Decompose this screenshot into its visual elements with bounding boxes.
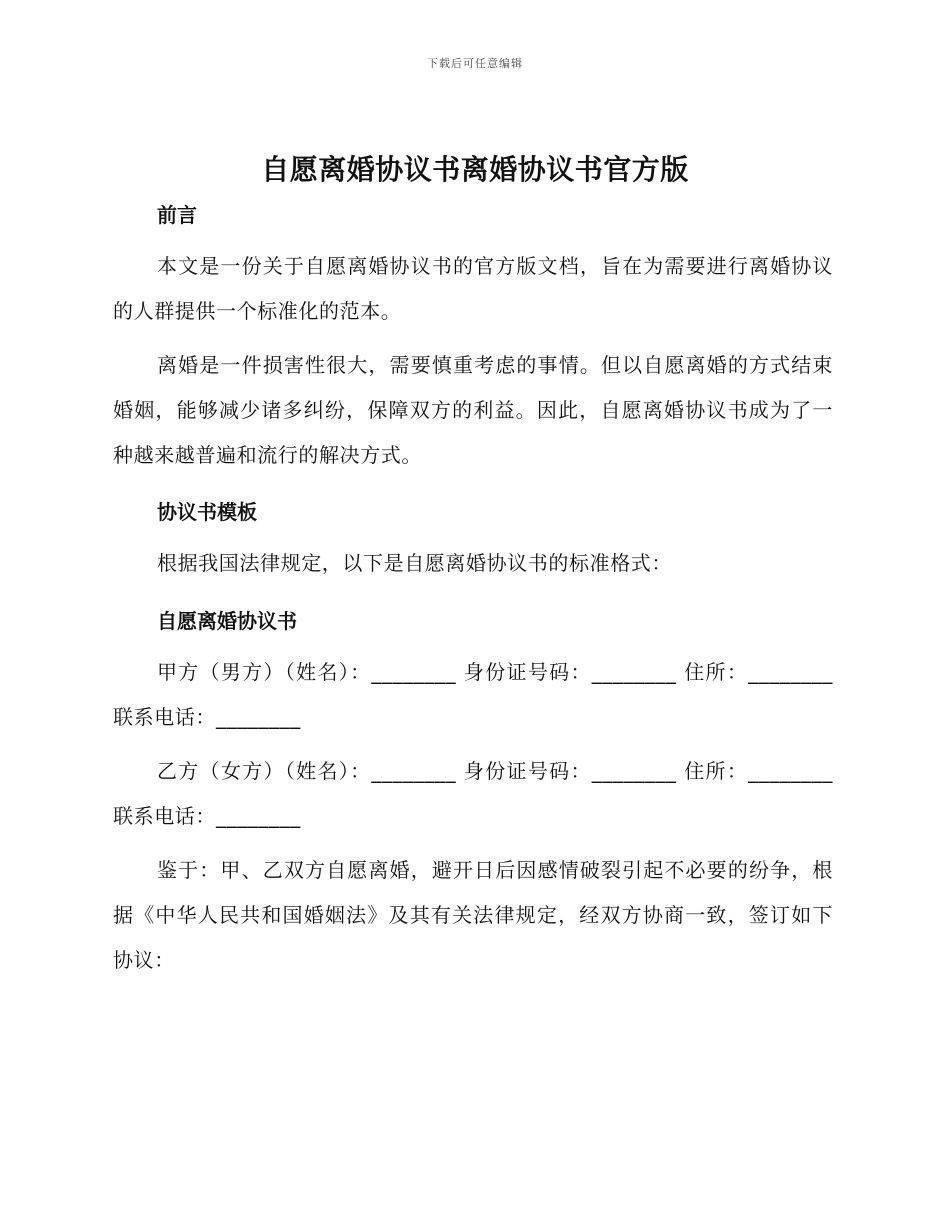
intro-paragraph-2: 离婚是一件损害性很大，需要慎重考虑的事情。但以自愿离婚的方式结束婚姻，能够减少诸多纠纷，保障双方的利益。因此，自愿离婚协议书成为了一种越来越普遍和流行的解决方式。 [113,353,833,467]
template-intro-paragraph: 根据我国法律规定，以下是自愿离婚协议书的标准格式： [157,551,672,575]
document-title: 自愿离婚协议书离婚协议书官方版 [261,153,689,186]
party-a-line: 甲方（男方）（姓名）：________ 身份证号码：________ 住所：________ 联系电话：________ [113,660,833,729]
whereas-paragraph: 鉴于：甲、乙双方自愿离婚，避开日后因感情破裂引起不必要的纷争，根据《中华人民共和国婚姻法》及其有关法律规定，经双方协商一致，签订如下协议： [113,858,833,972]
intro-paragraph-1: 本文是一份关于自愿离婚协议书的官方版文档，旨在为需要进行离婚协议的人群提供一个标准化的范本。 [113,254,833,323]
section-heading-template: 协议书模板 [157,500,257,524]
section-heading-agreement: 自愿离婚协议书 [157,609,297,633]
party-b-line: 乙方（女方）（姓名）：________ 身份证号码：________ 住所：________ 联系电话：________ [113,759,833,828]
section-heading-foreword: 前言 [157,203,197,227]
header-note: 下载后可任意编辑 [427,57,523,70]
